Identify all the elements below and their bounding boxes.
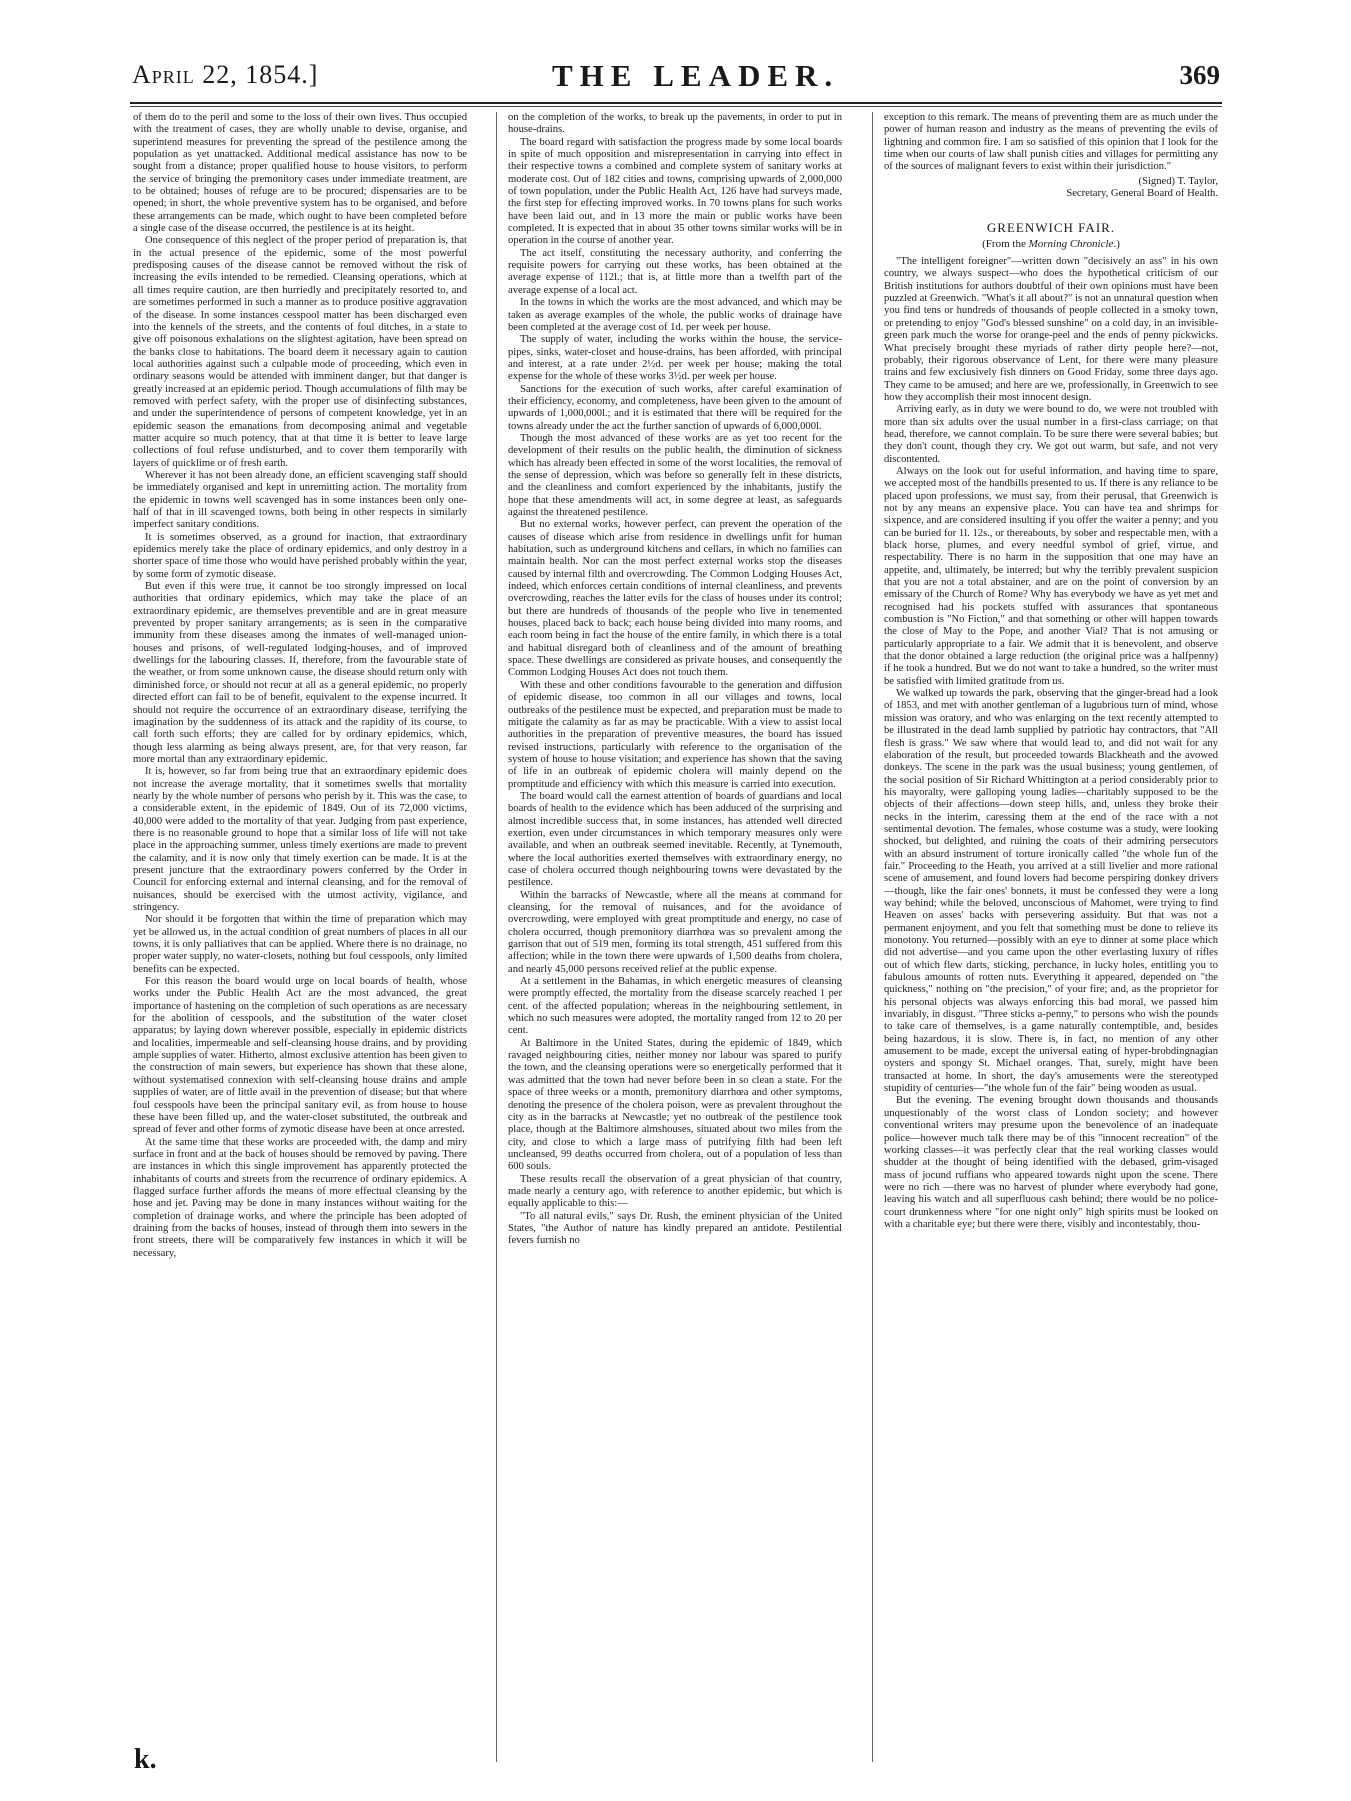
paragraph: Always on the look out for useful information, and having time to spare, we accepted most of the handbills presented to us. If there is any reliance to be placed upon professions, we must say, from their perusal, that Greenwich is not by any means an expensive place. You can have tea and shrimps for sixpence, and are considered insulting if you offer the waiter a penny; and you can be buried for 1l. 12s., or thereabouts, by sober and respectable men, with a black horse, plumes, and every needful symbol of grief, virtue, and respectability. There is no harm in the supposition that one may have an appetite, and, ultimately, be interred; but why the terribly prevalent suspicion that you are not a total abstainer, and are on the point of conversion by an emissary of the Church of Rome? Why has everybody we have as yet met and recognised had his pockets stuffed with assurances that spontaneous combustion is "No Fiction," and that something or other will happen towards the close of May to the Pope, and another Vial? That is not amusing or particularly appropriate to a fair. We admit that it is benevolent, and observe that the donor obtained a large reduction (the original price was a halfpenny) if he took a hundred. But we do not want to take a hundred, so the writer must be satisfied with limited gratitude from us. (884, 465, 1218, 687)
column-divider (496, 112, 497, 1762)
paragraph: Sanctions for the execution of such works, after careful examination of their efficiency, economy, and completeness, have been given to the amount of upwards of 1,000,000l.; and it is estimated that there will be required for the towns already under the act the further sanction of upwards of 6,000,000l. (508, 383, 842, 432)
masthead-rule-thin (130, 106, 1222, 107)
paragraph: The act itself, constituting the necessary authority, and conferring the requisite powers for carrying out these works, has been obtained at the average expense of 112l.; that is, at little more than a twelfth part of the average expense of a local act. (508, 247, 842, 296)
paragraph: One consequence of this neglect of the proper period of preparation is, that in the actual presence of the epidemic, some of the most powerful predisposing causes of the disease cannot be removed without the risk of increasing the evils intended to be remedied. Cleansing operations, which at all times require caution, are then hurriedly and precipitately resorted to, and are sometimes performed in such a manner as to produce positive aggravation of the disease. In some instances cesspool matter has been discharged even into the kennels of the streets, and the contents of foul ditches, in a state to give off poisonous exhalations on the slightest agitation, have been spread on the banks close to habitations. The board deem it necessary again to caution local authorities against such a culpable mode of proceeding, which even in ordinary seasons would be attended with imminent danger, but that danger is greatly increased at an epidemic period. Though accumulations of filth may be removed with perfect safety, with the proper use of disinfecting substances, and under the superintendence of persons of competent knowledge, yet in an epidemic season the emanations from decomposing animal and vegetable matter acquire so much potency, that at that time it is better to leave large collections of foul refuse undisturbed, and to cover them temporarily with layers of quicklime or of fresh earth. (133, 235, 467, 469)
paragraph: But the evening. The evening brought down thousands and thousands unquestionably of the worst class of London society; and however conventional writers may presume upon the benevolence of an inadequate police—however much talk there may be of this "innocent recreation" of the working classes—it was perfectly clear that the real working classes would shudder at the thought of being identified with the debased, grim-visaged mass of jocund ruffians who appeared towards night upon the scene. There were no rich —there was no harvest of plunder where everybody had gone, leaving his watch and all superfluous cash behind; there would be no police-court drunkenness where "for one night only" high spirits must be looked on with a charitable eye; but there were there, visibly and incontestably, thou- (884, 1095, 1218, 1230)
article-heading: GREENWICH FAIR. (986, 220, 1116, 236)
paragraph: The board regard with satisfaction the progress made by some local boards in spite of much opposition and misrepresentation in carrying into effect in their respective towns a combined and complete system of sanitary works at moderate cost. Out of 182 cities and towns, comprising upwards of 2,000,000 of town population, under the Public Health Act, 126 have had surveys made, the first step for effecting improved works. In 70 towns plans for such works have been laid out, and in 13 more the main or public works have been completed. It is expected that in about 35 other towns similar works will be in operation in the course of another year. (508, 136, 842, 247)
paragraph: But even if this were true, it cannot be too strongly impressed on local authorities that ordinary epidemics, which may take the place of an extraordinary epidemic, are themselves preventible and are in great measure prevented by proper sanitary arrangements; as is seen in the comparative immunity from these diseases among the inmates of well-managed union-houses and prisons, of well-regulated lodging-houses, and of improved dwellings for the labouring classes. If, therefore, from the favourable state of the weather, or from some unknown cause, the disease should return only with diminished force, or should not recur at all as a general epidemic, no properly directed effort can fail to be of benefit, equivalent to the expense incurred. It should not require the occurrence of an extraordinary disease, terrifying the imagination by the suddenness of its attack and the rapidity of its course, to call forth such efforts; they are called for by ordinary epidemics, which, though less alarming as being always present, are, for that very reason, far more mortal than any extraordinary epidemic. (133, 581, 467, 765)
paragraph: Arriving early, as in duty we were bound to do, we were not troubled with more than six adults over the usual number in a first-class carriage; on that head, therefore, we cannot complain. To be sure there were several babies; but they don't count, though they cry. We got out warm, but safe, and not very discontented. (884, 404, 1218, 465)
paragraph: on the completion of the works, to break up the pavements, in order to put in house-drains. (508, 112, 842, 136)
source-suffix: .) (1113, 237, 1120, 250)
paragraph: "To all natural evils," says Dr. Rush, the eminent physician of the United States, "the Author of nature has kindly prepared an antidote. Pestilential fevers furnish no (508, 1210, 842, 1247)
paragraph: Though the most advanced of these works are as yet too recent for the development of their results on the public health, the diminution of sickness which has already been effected in some of the worst localities, the removal of the sense of depression, which was before so generally felt in these districts, and the cleanliness and comfort experienced by the inhabitants, justify the hope that these amendments will act, in some degree at least, as safeguards against the threatened pestilence. (508, 432, 842, 518)
paragraph: But no external works, however perfect, can prevent the operation of the causes of disease which arise from residence in dwellings unfit for human habitation, such as underground kitchens and cellars, in which no families can maintain health. Nor can the most perfect external works stop the diseases caused by internal filth and overcrowding. The Common Lodging Houses Act, indeed, which enforces certain conditions of internal cleanliness, and prevents overcrowding, reaches the latter evils for the class of houses under its control; but there are hundreds of thousands of the people who live in tenemented houses, placed back to back; each house being divided into many rooms, and each room being in fact the house of the entire family, in which there is a total and habitual disregard both of cleanliness and of the amount of breathing space. These dwellings are considered as private houses, and consequently the Common Lodging Houses Act does not touch them. (508, 519, 842, 679)
page-number: 369 (1179, 60, 1220, 90)
paragraph: "The intelligent foreigner"—written down "decisively an ass" in his own country, we always suspect—who does the hypothetical criticism of our British institutions for authors doubtful of their own opinions must have been puzzled at Greenwich. "What's it all about?" is not an unnatural question when you find tens or hundreds of thousands of people collected in a smoky town, or pretending to enjoy "God's blessed sunshine" on a cold day, in an invisible-green park much the worse for orange-peel and the ends of penny pickwicks. What precisely brought these myriads of rather dirty people here?—not, probably, their rigorous observance of Lent, for there were many pleasure trains and few exclusively fish dinners on Good Friday, some three days ago. They came to be amused; and here are we, professionally, in Greenwich to see how they accomplish their most innocent design. (884, 256, 1218, 403)
paragraph: With these and other conditions favourable to the generation and diffusion of epidemic disease, too common in all our villages and towns, local outbreaks of the pestilence must be expected, and preparation must be made to mitigate the calamity as far as may be practicable. With a view to assist local authorities in the preparation of preventive measures, the board has issued revised instructions, particularly with reference to the organisation of the system of house to house visitation; and experience has shown that the saving of life in an outbreak of epidemic cholera will mainly depend on the promptitude and efficiency with which this measure is carried into execution. (508, 679, 842, 790)
paragraph: At the same time that these works are proceeded with, the damp and miry surface in front and at the back of houses should be removed by paving. There are instances in which this single improvement has apparently protected the inhabitants of courts and streets from the recurrence of ordinary epidemics. A flagged surface further affords the means of more effectual cleansing by the hose and jet. Paving may be done in many instances without waiting for the completion of drainage works, and where the principle has been adopted of draining from the backs of houses, instead of through them into sewers in the front streets, there will be comparatively few instances in which it will be necessary, (133, 1136, 467, 1259)
source-paper-name: Morning Chronicle (1028, 237, 1114, 250)
paragraph: At Baltimore in the United States, during the epidemic of 1849, which ravaged neighbouring cities, neither money nor labour was spared to purify the town, and the cleansing operations were so energetically performed that it was admitted that the town had never before been in so clean a state. For the space of three weeks or a month, premonitory diarrhœa and other symptoms, denoting the presence of the cholera poison, were as prevalent throughout the city as in the barracks at Newcastle; yet no outbreak of the pestilence took place, though at the Baltimore almshouses, situated about two miles from the city, and close to which a large mass of putrifying filth had been left uncleansed, 99 deaths occurred from cholera, out of a population of less than 600 souls. (508, 1037, 842, 1173)
paragraph: We walked up towards the park, observing that the ginger-bread had a look of 1853, and met with another gentleman of a lugubrious turn of mind, whose mission was oratory, and who was enlarging on the text recently attempted to be illustrated in the dead lamb supplied by patriotic hay contractors, that "All flesh is grass." We saw where that would lead to, and did not wait for any elaboration of the result, but proceeded towards Blackheath and the avowed donkeys. The scene in the park was the usual business; young gentlemen, of the social position of Sir Richard Whittington at a period considerably prior to his mayoralty, were galloping young ladies—charitably supposed to be the objects of their affections—down steep hills, and, unless they broke their necks in the interim, caressing them at the end of the race with a not sentimental devotion. The females, whose costume was a study, were looking shocked, but delighted, and ruining the coats of their admiring persecutors with an absurd instrument of torture ironically called "the whole fun of the fair." Proceeding to the Heath, you arrived at a still livelier and more rational scene of amusement, and found lovers had become perspiring donkey drivers —though, like the fair ones' bonnets, it must be confessed they were a long way behind; while the beloved, unconscious of Mahomet, were trying to find Heaven on asses' backs with persevering assiduity. But that was not a permanent enjoyment, and you felt that something must be done to relieve its monotony. You returned—possibly with an eye to dinner at some place which did not advertise—and you came upon the other everlasting luxury of rifles out of which flew darts, sticking, perchance, in lucky holes, entitling you to fabulous amounts of rotten nuts. Everything it appeared, depended on "the quickness," nothing on "the precision," of your fire; and, as the proprietor for his personal objects was always enforcing this bad moral, we passed him invariably, in disgust. "Three sticks a-penny," to persons who wish the pounds to take care of themselves, is a game naturally contemptible, and, besides being hazardous, it is slow. There is, in fact, no mention of any other amusement to be made, except the universal eating of hyper-brobdingnagian oysters and spongy St. Michael oranges. That, surely, might have been transacted at home. In short, the day's amusements were the stereotyped stupidity of centuries—"the whole fun of the fair" being wooden as usual. (884, 688, 1218, 1095)
paragraph: The board would call the earnest attention of boards of guardians and local boards of health to the evidence which has been adduced of the surprising and almost incredible success that, in some instances, has attended well directed exertion, even under circumstances in which temporary measures only were available, and when an outbreak seemed inevitable. Recently, at Tynemouth, where the local authorities exerted themselves with extraordinary energy, no case of cholera occurred though neighbouring towns were devastated by the pestilence. (508, 790, 842, 889)
column-divider (872, 112, 873, 1762)
newspaper-title: THE LEADER. (552, 58, 840, 93)
masthead-rule (130, 102, 1222, 104)
paragraph: The supply of water, including the works within the house, the service-pipes, sinks, water-closet and house-drains, has been afforded, with principal and interest, at a rate under 2½d. per week per house; making the total expense for the whole of these works 3½d. per week per house. (508, 334, 842, 383)
signature-title: Secretary, General Board of Health. (1066, 188, 1218, 200)
paragraph: of them do to the peril and some to the loss of their own lives. Thus occupied with the treatment of cases, they are wholly unable to devise, organise, and superintend measures for preventing the spread of the pestilence among the population as yet unattacked. Additional medical assistance has now to be sought from a distance; proper qualified house to house visitors, to perform the service of bringing the premonitory cases under immediate treatment, are to be obtained; houses of refuge are to be procured; dispensaries are to be opened; in short, the whole preventive system has to be organised, and before these arrangements can be made, which ought to have been completed before a single case of the disease occurred, the pestilence is at its height. (133, 112, 467, 235)
signature-line: (Signed) T. Taylor, (1138, 175, 1218, 187)
article-source (884, 238, 1218, 250)
masthead (132, 56, 1222, 102)
column-1 (133, 112, 467, 1760)
paragraph: It is sometimes observed, as a ground for inaction, that extraordinary epidemics merely take the place of ordinary epidemics, and only destroy in a shorter space of time those who would have perished probably within the year, by some form of zymotic disease. (133, 531, 467, 580)
paragraph: In the towns in which the works are the most advanced, and which may be taken as average examples of the whole, the public works of drainage have been completed at the average cost of 1d. per week per house. (508, 297, 842, 333)
issue-date: April 22, 1854.] (132, 60, 319, 89)
paragraph: For this reason the board would urge on local boards of health, whose works under the Public Health Act are the most advanced, the great importance of hastening on the completion of such operations as are necessary for the abolition of cesspools, and the substitution of the water closet apparatus; by laying down wherever possible, especially in epidemic districts and localities, impermeable and self-cleansing house drains, and by providing ample supplies of water. Hitherto, almost exclusive attention has been given to the construction of main sewers, but experience has shown that these alone, without systematised connexion with self-cleansing house drains and ample supplies of water, are of little avail in the prevention of disease; but that where foul cesspools have been the principal sanitary evil, as from house to house these have been filled up, and the water-closet substituted, the outbreak and spread of fever and other forms of zymotic disease have been at once arrested. (133, 976, 467, 1136)
paragraph: exception to this remark. The means of preventing them are as much under the power of human reason and industry as the means of preventing the evils of lightning and common fire. I am so satisfied of this opinion that I look for the time when our courts of law shall punish cities and villages for permitting any of the sources of malignant fevers to exist within their jurisdiction." (884, 112, 1218, 173)
paragraph: Nor should it be forgotten that within the time of preparation which may yet be allowed us, in the actual condition of great numbers of places in all our towns, it is only palliatives that can be applied. Where there is no drainage, no proper water supply, no water-closets, nothing but foul cesspools, only limited benefits can be expected. (133, 914, 467, 975)
paragraph: Within the barracks of Newcastle, where all the means at command for cleansing, for the removal of nuisances, and for the avoidance of overcrowding, were employed with great promptitude and energy, no case of cholera occurred, though premonitory diarrhœa was so prevalent among the garrison that out of 519 men, forming its total strength, 451 suffered from this affection; while in the town there were upwards of 1,500 deaths from cholera, and nearly 45,000 persons received relief at the public expense. (508, 889, 842, 975)
paragraph: These results recall the observation of a great physician of that country, made nearly a century ago, with reference to another epidemic, but which is equally applicable to this:— (508, 1173, 842, 1210)
corner-mark: k. (134, 1744, 157, 1775)
column-2 (508, 112, 842, 1760)
source-prefix: (From the (982, 237, 1029, 250)
paragraph: At a settlement in the Bahamas, in which energetic measures of cleansing were promptly effected, the mortality from the disease scarcely reached 1 per cent. of the affected population; whereas in the neighbouring settlement, in which no such measures were adopted, the mortality ranged from 12 to 20 per cent. (508, 976, 842, 1037)
column-3 (884, 112, 1218, 1760)
paragraph: It is, however, so far from being true that an extraordinary epidemic does not increase the average mortality, that it sometimes swells that mortality nearly by the whole number of persons who perish by it. This was the case, to a considerable extent, in the epidemic of 1849. Out of its 72,000 victims, 40,000 were added to the mortality of that year. Judging from past experience, there is no reasonable ground to hope that a similar loss of life will not take place in the approaching summer, unless timely exertions are made to prevent the calamity, and it is now only that timely exertion can be made. It is at the present juncture that the extraordinary powers conferred by the Order in Council for enforcing external and internal cleansing, and for the removal of nuisances, should be exercised with the utmost activity, vigilance, and stringency. (133, 766, 467, 913)
paragraph: Wherever it has not been already done, an efficient scavenging staff should be immediately organised and kept in unremitting action. The mortality from the epidemic in towns well scavenged has in some instances been only one-half of that in ill scavenged towns, both being in other respects in similarly imperfect sanitary conditions. (133, 469, 467, 531)
